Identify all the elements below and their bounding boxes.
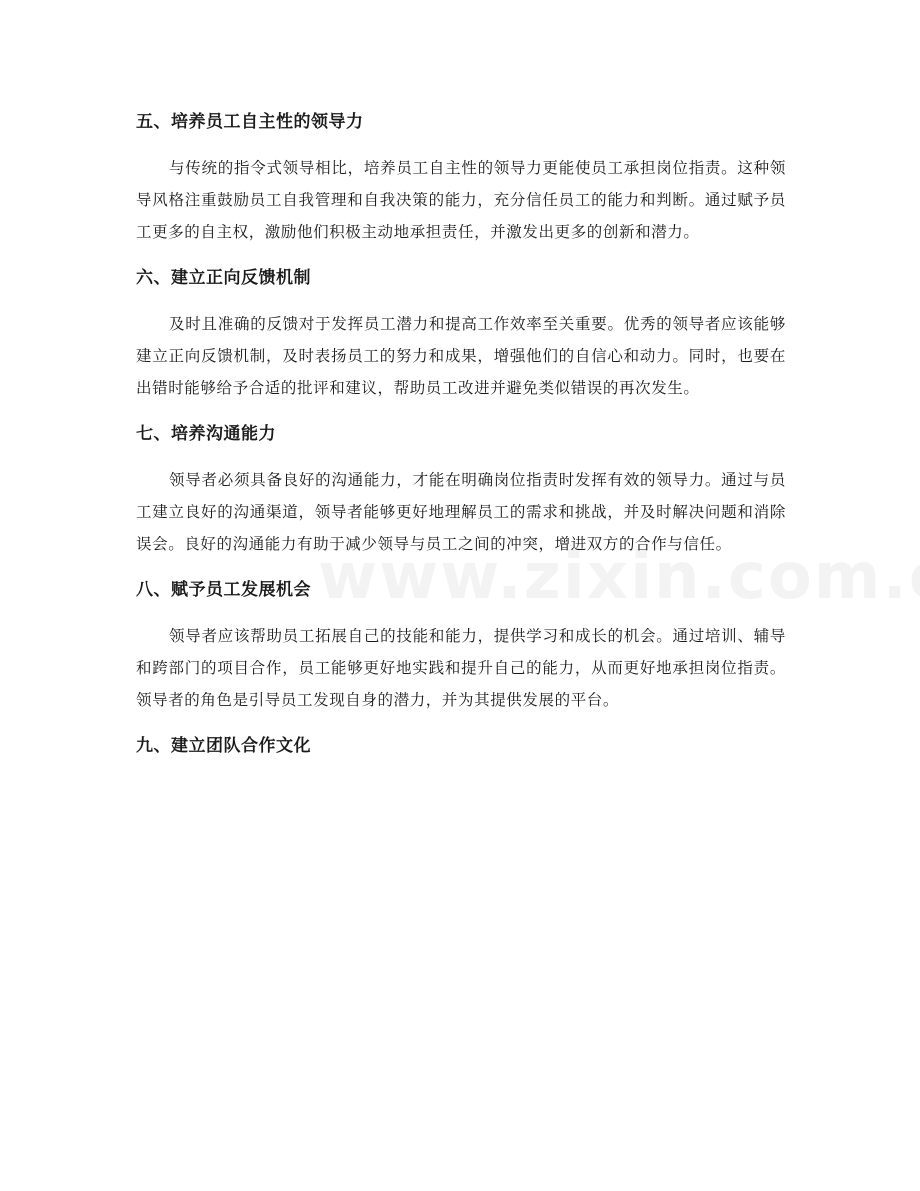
document-content (136, 106, 786, 762)
section-body-7: 领导者必须具备良好的沟通能力，才能在明确岗位指责时发挥有效的领导力。通过与员工建立良好的沟通渠道，领导者能够更好地理解员工的需求和挑战，并及时解决问题和消除误会。良好的沟通能力有助于减少领导与员工之间的冲突，增进双方的合作与信任。 (136, 471, 786, 553)
section-body-6: 及时且准确的反馈对于发挥员工潜力和提高工作效率至关重要。优秀的领导者应该能够建立正向反馈机制，及时表扬员工的努力和成果，增强他们的自信心和动力。同时，也要在出错时能够给予合适的批评和建议，帮助员工改进并避免类似错误的再次发生。 (136, 315, 786, 397)
section-body-8: 领导者应该帮助员工拓展自己的技能和能力，提供学习和成长的机会。通过培训、辅导和跨部门的项目合作，员工能够更好地实践和提升自己的能力，从而更好地承担岗位指责。领导者的角色是引导员工发现自身的潜力，并为其提供发展的平台。 (136, 627, 786, 709)
section-body-5: 与传统的指令式领导相比，培养员工自主性的领导力更能使员工承担岗位指责。这种领导风格注重鼓励员工自我管理和自我决策的能力，充分信任员工的能力和判断。通过赋予员工更多的自主权，激励他们积极主动地承担责任，并激发出更多的创新和潜力。 (136, 159, 786, 241)
section-heading-8: 八、赋予员工发展机会 (136, 580, 311, 600)
section-heading-7: 七、培养沟通能力 (136, 424, 276, 444)
section-heading-9: 九、建立团队合作文化 (136, 736, 311, 756)
section-heading-6: 六、建立正向反馈机制 (136, 268, 311, 288)
section-heading-5: 五、培养员工自主性的领导力 (136, 112, 364, 132)
